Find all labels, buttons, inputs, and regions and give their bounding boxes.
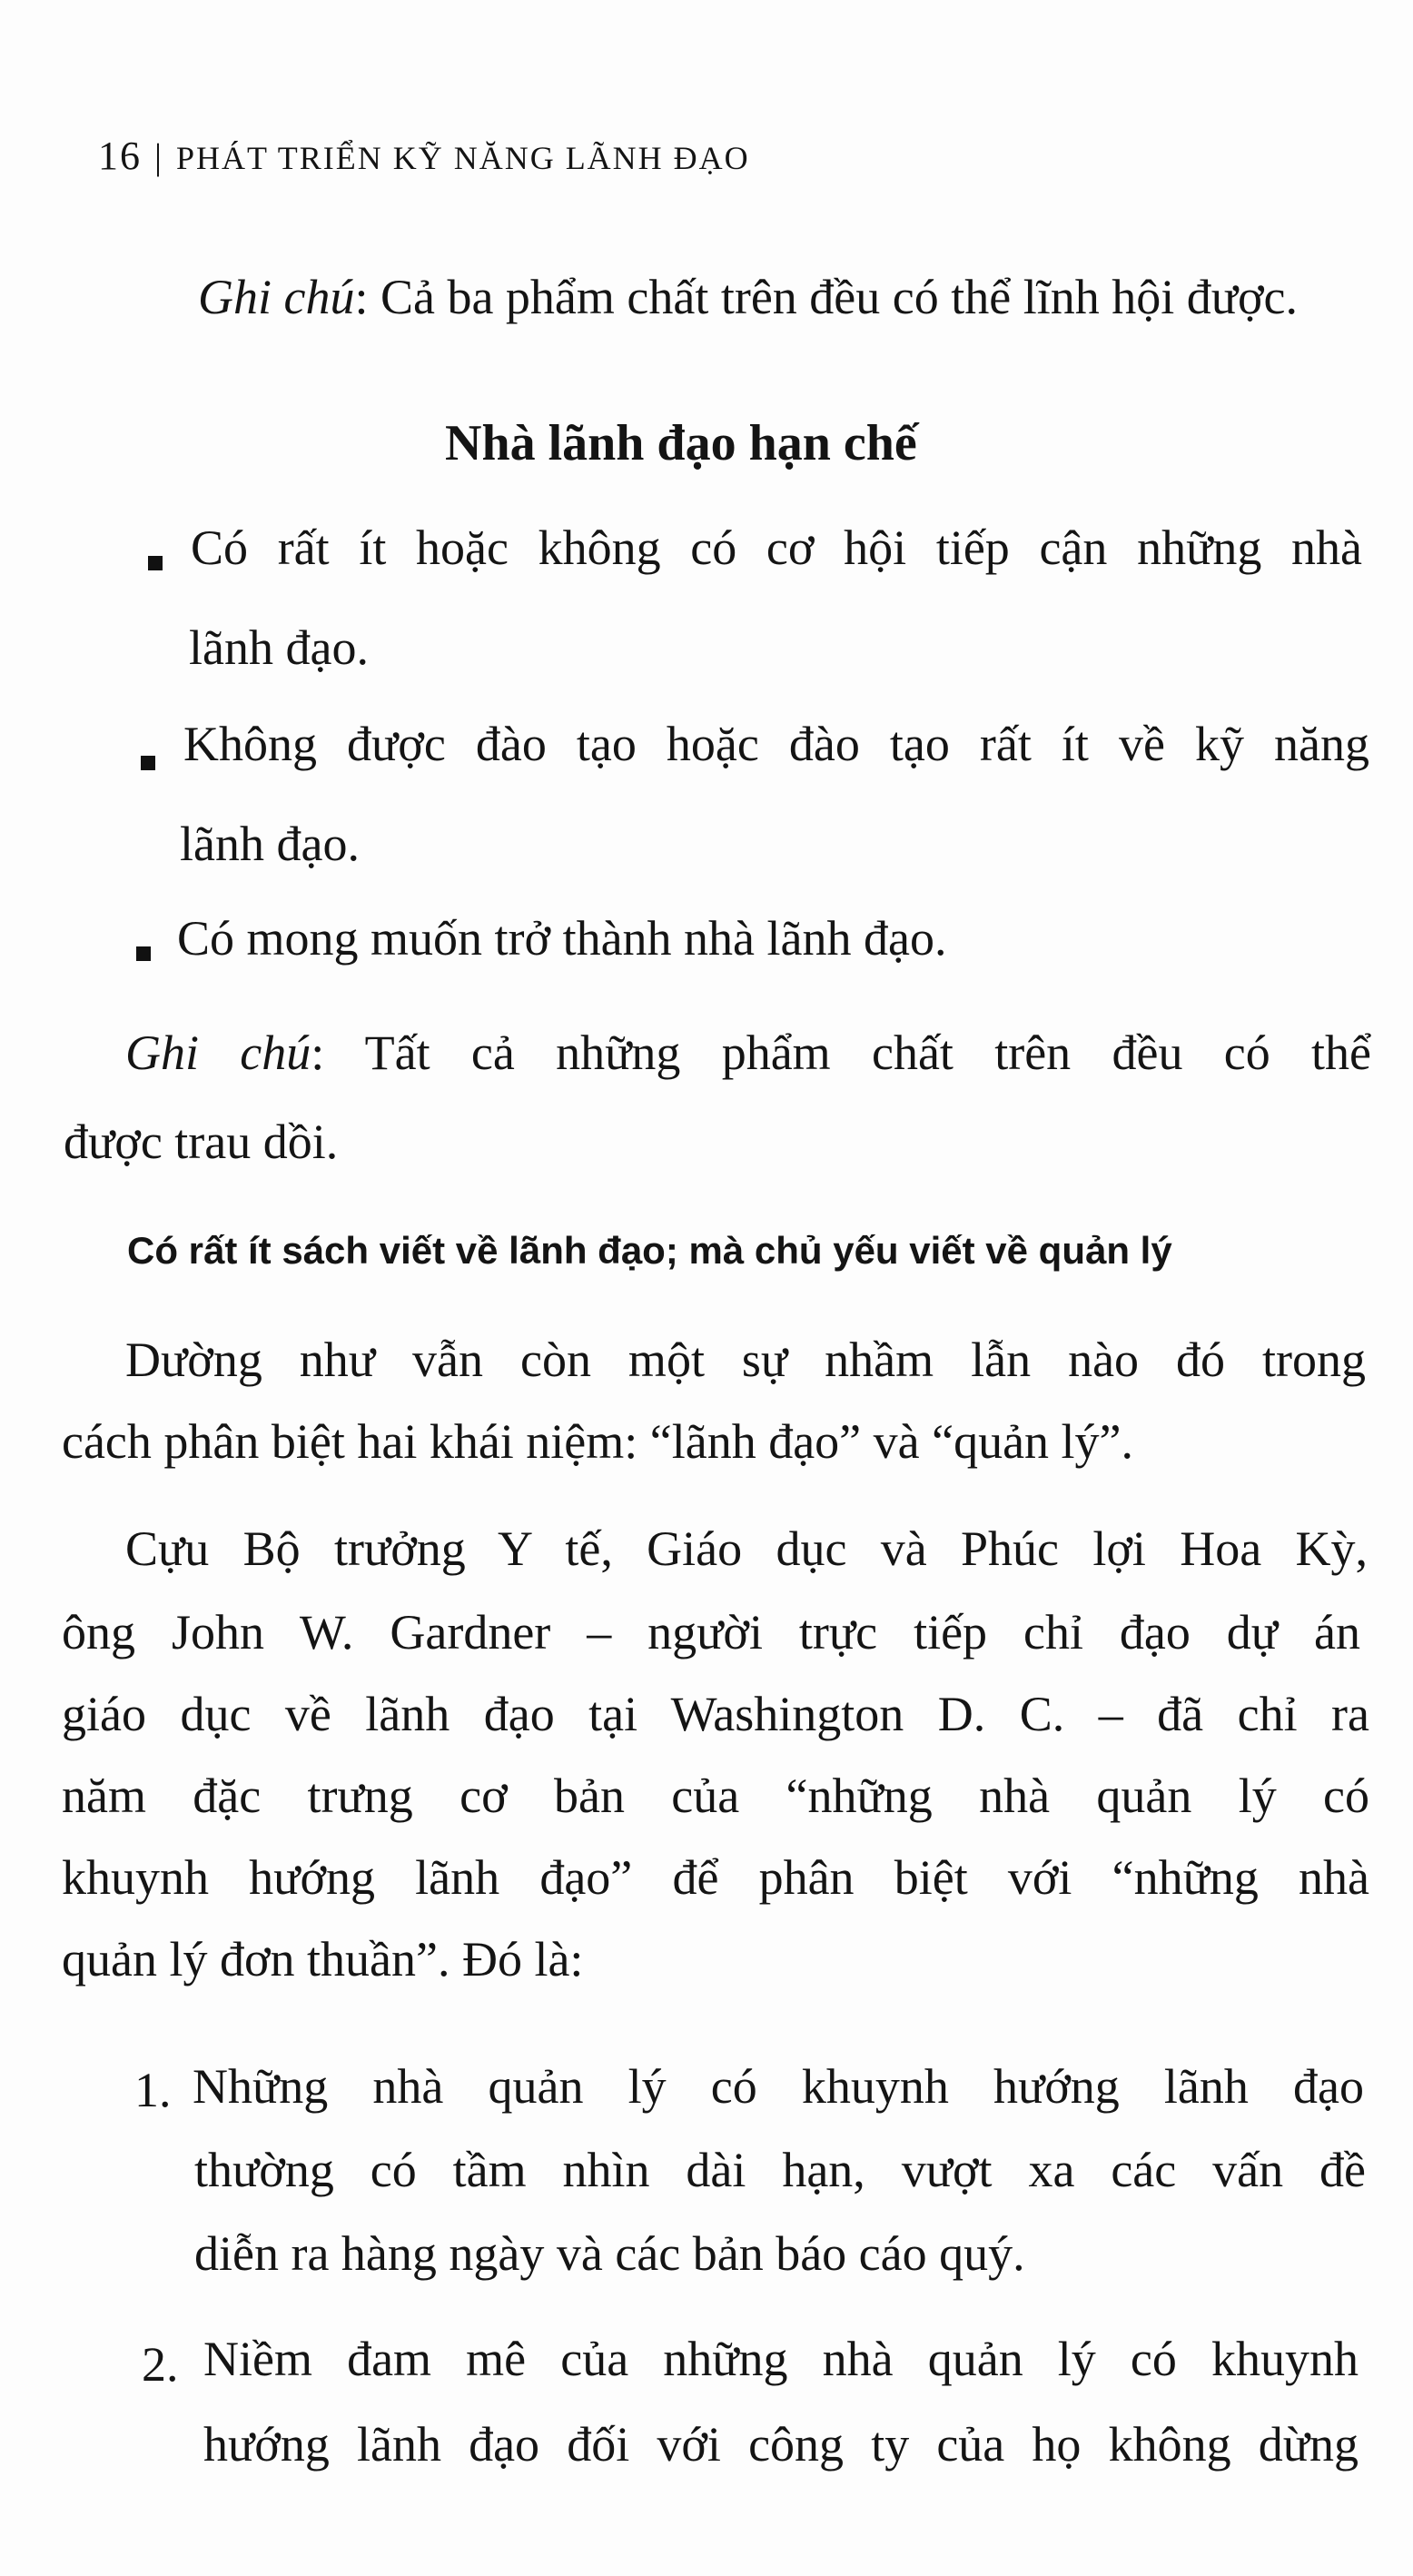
bullet-item-line: Có rất ít hoặc không có cơ hội tiếp cận những nhà <box>191 520 1362 575</box>
note-label: Ghi chú <box>198 270 355 324</box>
note-paragraph <box>198 272 1298 322</box>
list-item-line: diễn ra hàng ngày và các bản báo cáo quý. <box>194 2226 1025 2281</box>
subsection-heading: Có rất ít sách viết về lãnh đạo; mà chủ yếu viết về quản lý <box>127 1229 1172 1272</box>
paragraph-line: năm đặc trưng cơ bản của “những nhà quản lý có <box>62 1769 1369 1823</box>
paragraph-line: cách phân biệt hai khái niệm: “lãnh đạo” và “quản lý”. <box>62 1414 1134 1469</box>
paragraph-line: Cựu Bộ trưởng Y tế, Giáo dục và Phúc lợi Hoa Kỳ, <box>125 1521 1368 1576</box>
book-title: PHÁT TRIỂN KỸ NĂNG LÃNH ĐẠO <box>176 140 750 176</box>
bullet-item-line: lãnh đạo. <box>180 817 360 871</box>
note-text: : Cả ba phẩm chất trên đều có thể lĩnh hội được. <box>354 270 1298 324</box>
bullet-item-line: Không được đào tạo hoặc đào tạo rất ít về kỹ năng <box>183 717 1369 771</box>
bullet-marker <box>148 556 163 570</box>
note-paragraph-line <box>125 1025 1371 1080</box>
paragraph-line: Dường như vẫn còn một sự nhầm lẫn nào đó trong <box>125 1333 1366 1387</box>
bullet-item-line: lãnh đạo. <box>189 620 369 675</box>
paragraph-line: khuynh hướng lãnh đạo” để phân biệt với “những nhà <box>62 1850 1369 1905</box>
list-item-line: thường có tầm nhìn dài hạn, vượt xa các vấn đề <box>194 2143 1366 2197</box>
section-heading: Nhà lãnh đạo hạn chế <box>445 415 917 471</box>
paragraph-line: ông John W. Gardner – người trực tiếp chỉ đạo dự án <box>62 1605 1360 1660</box>
page-header <box>98 136 750 176</box>
list-number: 1. <box>134 2063 172 2117</box>
bullet-marker <box>141 756 155 770</box>
note-paragraph-line: được trau dồi. <box>64 1115 339 1169</box>
list-item-line: Những nhà quản lý có khuynh hướng lãnh đạo <box>193 2059 1364 2114</box>
bullet-marker <box>136 946 151 961</box>
paragraph-line: quản lý đơn thuần”. Đó là: <box>62 1932 584 1986</box>
list-number: 2. <box>142 2337 179 2392</box>
paragraph-line: giáo dục về lãnh đạo tại Washington D. C. – đã chỉ ra <box>62 1687 1369 1741</box>
header-separator: | <box>154 136 164 177</box>
list-item-line: hướng lãnh đạo đối với công ty của họ không dừng <box>203 2417 1359 2472</box>
list-item-line: Niềm đam mê của những nhà quản lý có khuynh <box>203 2332 1359 2386</box>
note-label: Ghi chú <box>125 1025 311 1080</box>
page-number: 16 <box>98 134 142 178</box>
bullet-item-line: Có mong muốn trở thành nhà lãnh đạo. <box>177 911 947 966</box>
note-text: : Tất cả những phẩm chất trên đều có thể <box>311 1025 1371 1080</box>
